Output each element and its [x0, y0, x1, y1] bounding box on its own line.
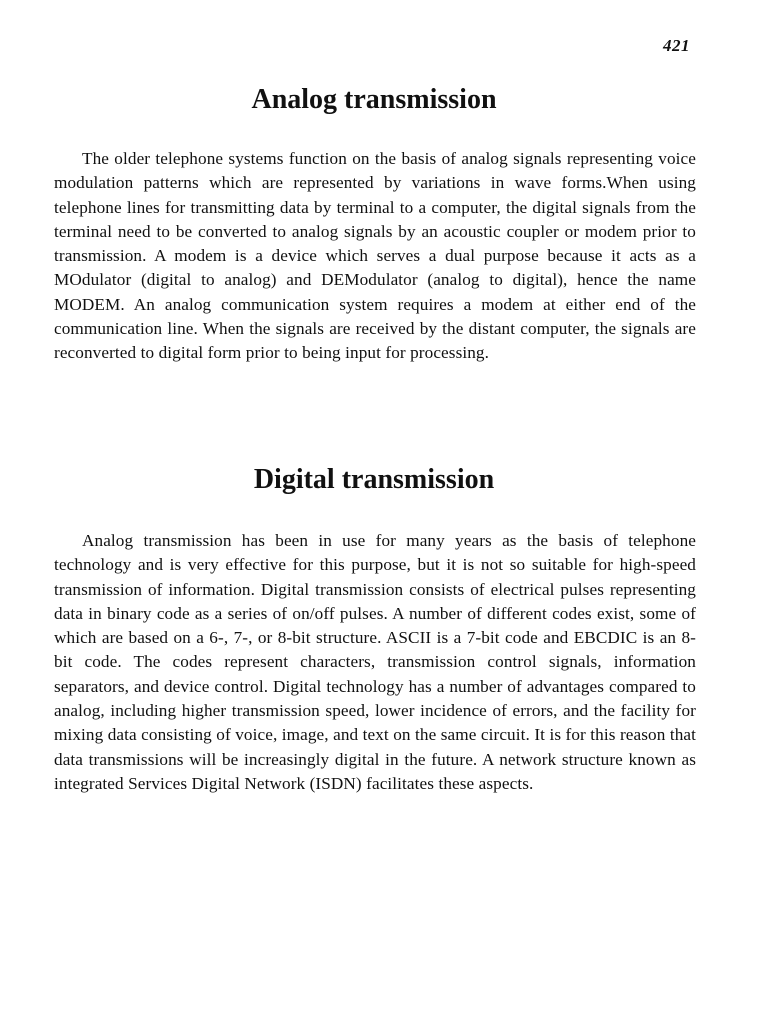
- section-body-analog-transmission: The older telephone systems function on the basis of analog signals representing voice modulation patterns which are represented by variations in wave forms.When using telephone lines for transmitting data by terminal to a computer, the digital signals from the terminal need to be converted to analog signals by an acoustic coupler or modem prior to transmission. A modem is a device which serves a dual purpose because it acts as a MOdulator (digital to analog) and DEModulator (analog to digital), hence the name MODEM. An analog communication system requires a modem at either end of the communication line. When the signals are received by the distant computer, the signals are reconverted to digital form prior to being input for processing.: [54, 149, 696, 363]
- section-heading-digital-transmission: Digital transmission: [253, 464, 495, 495]
- section-body-digital-transmission: Analog transmission has been in use for many years as the basis of telephone technology and is very effective for this purpose, but it is not so suitable for high-speed transmission of information. Digital transmission consists of electrical pulses representing data in binary code as a series of on/off pulses. A number of different codes exist, some of which are based on a 6-, 7-, or 8-bit structure. ASCII is a 7-bit code and EBCDIC is an 8-bit code. The codes represent characters, transmission control signals, information separators, and device control. Digital technology has a number of advantages compared to analog, including higher transmission speed, lower incidence of errors, and the facility for mixing data consisting of voice, image, and text on the same circuit. It is for this reason that data transmissions will be increasingly digital in the future. A network structure known as integrated Services Digital Network (ISDN) facilitates these aspects.: [54, 531, 696, 793]
- page-number: 421: [663, 36, 690, 55]
- section-heading-analog-transmission: Analog transmission: [251, 84, 497, 115]
